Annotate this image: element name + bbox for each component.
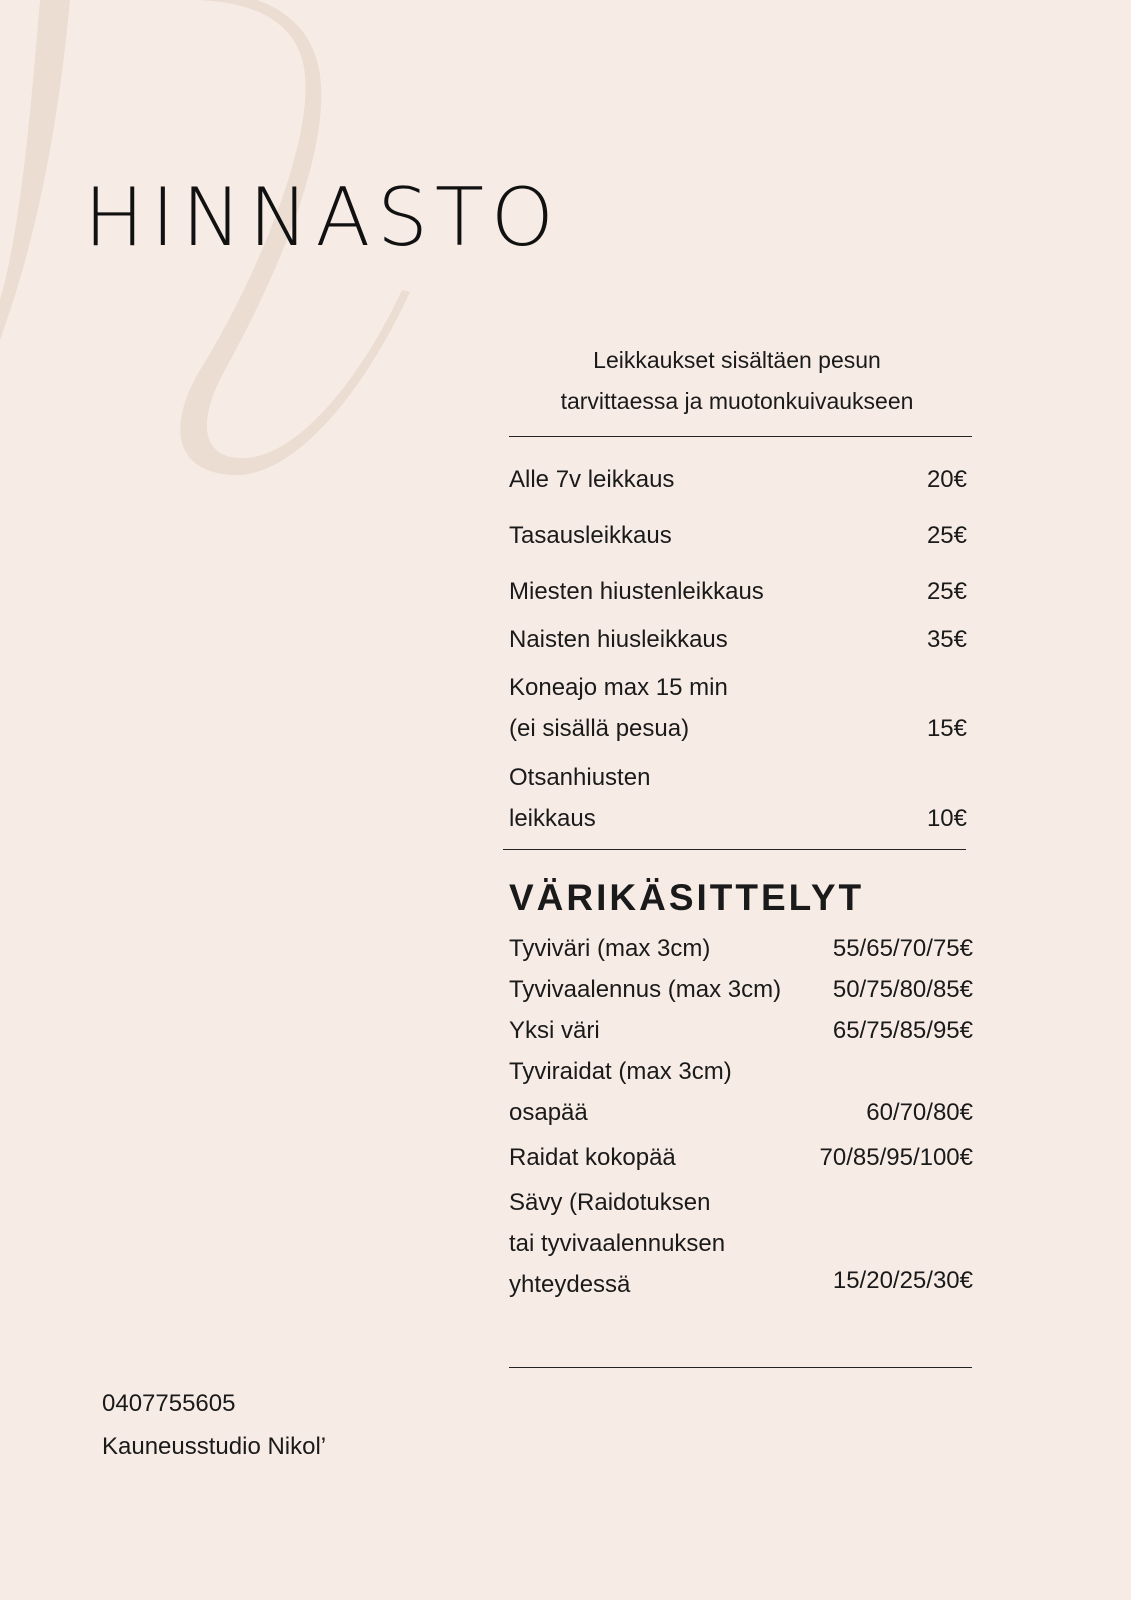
list-item <box>509 757 973 839</box>
item-label: Tasausleikkaus <box>509 522 672 549</box>
item-price: 15€ <box>926 715 967 742</box>
item-price: 60/70/80€ <box>866 1099 973 1126</box>
item-label <box>509 667 728 749</box>
list-item <box>509 459 973 500</box>
item-label-line: leikkaus <box>509 805 596 832</box>
intro-line: Leikkaukset sisältäen pesun <box>593 347 881 373</box>
item-label-line: osapää <box>509 1099 588 1126</box>
item-label-line: yhteydessä <box>509 1271 631 1298</box>
list-item <box>509 619 973 660</box>
item-label-line: (ei sisällä pesua) <box>509 715 690 742</box>
list-item <box>509 571 973 612</box>
list-item <box>509 1010 973 1051</box>
item-price: 70/85/95/100€ <box>819 1144 973 1171</box>
phone-number: 0407755605 <box>102 1390 236 1417</box>
item-price: 25€ <box>926 578 967 605</box>
list-item <box>509 515 973 556</box>
list-item <box>509 1182 973 1305</box>
list-item <box>509 969 973 1010</box>
business-name: Kauneusstudio Nikol’ <box>102 1433 327 1460</box>
list-item <box>509 1051 973 1133</box>
list-item <box>509 1137 973 1178</box>
item-label: Yksi väri <box>509 1017 600 1044</box>
item-price: 20€ <box>926 466 967 493</box>
haircuts-list <box>509 459 973 839</box>
list-item <box>509 928 973 969</box>
item-price: 15/20/25/30€ <box>832 1267 973 1294</box>
section-title: VÄRIKÄSITTELYT <box>509 877 865 918</box>
item-label-line: Otsanhiusten <box>509 764 651 791</box>
color-treatments-list <box>509 928 973 1305</box>
item-label: Raidat kokopää <box>509 1144 676 1171</box>
item-price: 50/75/80/85€ <box>832 976 973 1003</box>
item-label: Tyviväri (max 3cm) <box>509 935 711 962</box>
item-label <box>509 1051 732 1133</box>
divider <box>503 849 966 850</box>
item-label: Miesten hiustenleikkaus <box>509 578 764 605</box>
intro-line: tarvittaessa ja muotonkuivaukseen <box>560 388 914 414</box>
item-label <box>509 757 650 839</box>
page-title: HINNASTO <box>84 171 561 264</box>
item-price: 25€ <box>926 522 967 549</box>
price-list <box>509 340 973 1368</box>
haircuts-intro <box>509 340 973 422</box>
divider <box>509 436 972 437</box>
item-label-line: Sävy (Raidotuksen <box>509 1189 711 1216</box>
item-price: 10€ <box>926 805 967 832</box>
divider <box>509 1367 972 1368</box>
item-price: 35€ <box>926 626 967 653</box>
item-label-line: Koneajo max 15 min <box>509 674 728 701</box>
item-label-line: Tyviraidat (max 3cm) <box>509 1058 732 1085</box>
list-item <box>509 667 973 749</box>
item-label <box>509 1182 725 1305</box>
item-label: Alle 7v leikkaus <box>509 466 675 493</box>
contact-info <box>102 1382 326 1468</box>
item-price: 55/65/70/75€ <box>832 935 973 962</box>
item-label-line: tai tyvivaalennuksen <box>509 1230 726 1257</box>
item-label: Naisten hiusleikkaus <box>509 626 728 653</box>
item-price: 65/75/85/95€ <box>832 1017 973 1044</box>
item-label: Tyvivaalennus (max 3cm) <box>509 976 782 1003</box>
